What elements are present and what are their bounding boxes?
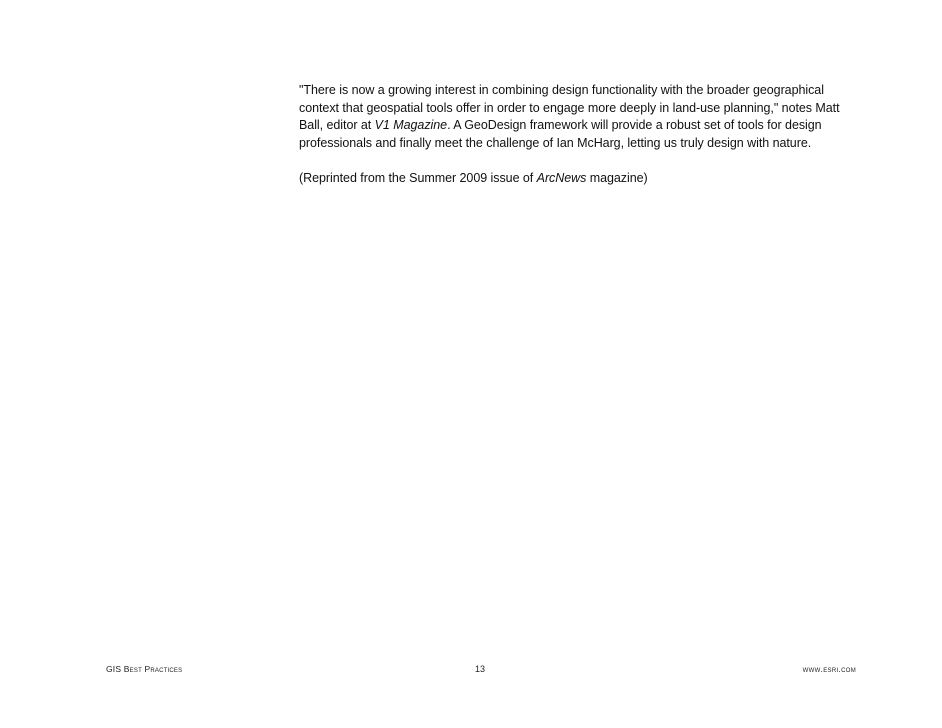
reprint-note-part2: magazine) — [586, 171, 648, 185]
footer-publication-title: GIS Best Practices — [106, 664, 183, 674]
magazine-name-v1: V1 Magazine — [374, 118, 448, 132]
page-number: 13 — [475, 664, 486, 674]
reprint-note-part1: (Reprinted from the Summer 2009 issue of — [299, 171, 537, 185]
quote-paragraph — [299, 82, 859, 152]
quote-text-part1: "There is now a growing interest in combining design functionality with the broader geographical context that geospatial tools offer in order to engage more deeply in land-use planning," notes Matt Ball, editor at — [299, 83, 840, 132]
magazine-name-arcnews: ArcNews — [536, 171, 587, 185]
article-body — [299, 82, 859, 188]
footer-website: www.esri.com — [802, 664, 856, 674]
reprint-note — [299, 170, 859, 188]
page-footer — [106, 662, 856, 676]
quote-text-part2: . A GeoDesign framework will provide a robust set of tools for design professionals and finally meet the challenge of Ian McHarg, letting us truly design with nature. — [299, 118, 822, 150]
